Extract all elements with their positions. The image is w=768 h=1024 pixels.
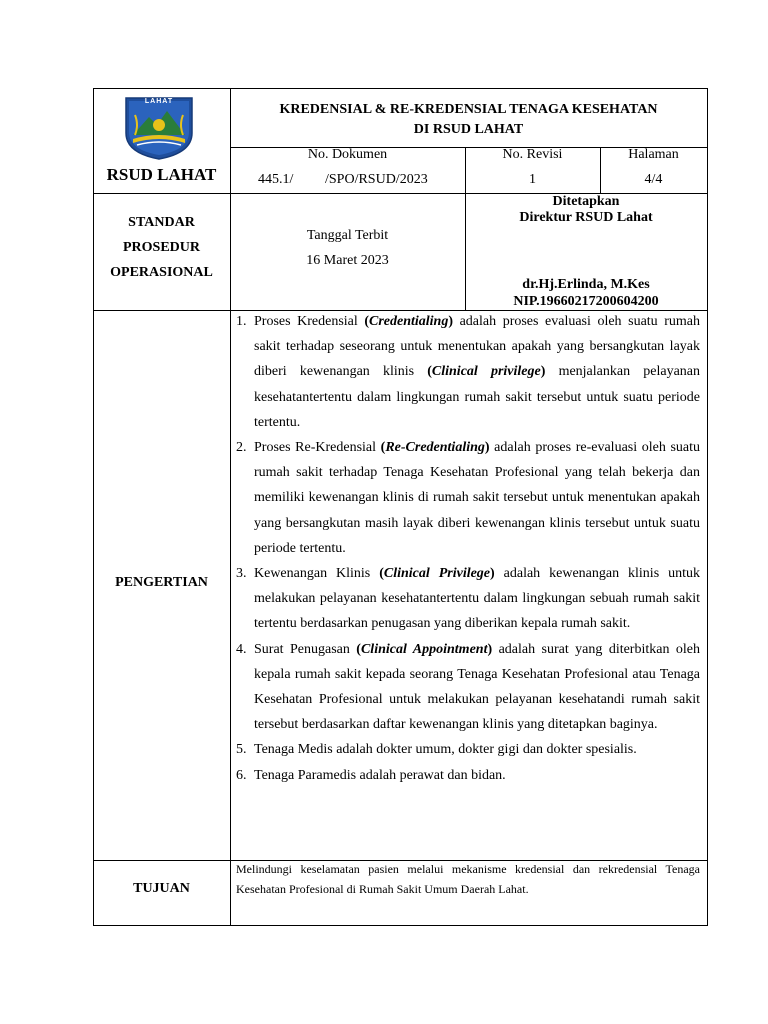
sop-label-line1: STANDAR — [128, 215, 195, 230]
list-item-text: Tenaga Medis adalah dokter umum, dokter gigi dan dokter spesialis. — [254, 742, 637, 758]
issue-date-value: 16 Maret 2023 — [306, 253, 389, 268]
approver-name: dr.Hj.Erlinda, M.Kes — [522, 277, 650, 292]
sop-label-line2: PROSEDUR — [122, 240, 200, 255]
list-item-text: Kewenangan Klinis — [254, 566, 380, 582]
revision-value: 1 — [529, 172, 536, 187]
list-item: 1. Proses Kredensial (Credentialing) adalah proses evaluasi oleh suatu rumah sakit terhadap seseorang untuk menentukan apakah yang bersangkutan layak diberi kewenangan klinis (Clinical privilege) menjalankan pelayanan kesehatantertentu dalam lingkungan rumah sakit tersebut untuk suatu periode tertentu. — [234, 309, 700, 435]
pengertian-list — [234, 309, 700, 788]
approved-label: Ditetapkan — [552, 194, 620, 209]
list-item: 4. Surat Penugasan (Clinical Appointment) adalah surat yang diterbitkan oleh kepala rumah sakit kepada seorang Tenaga Kesehatan Profesional atau Tenaga Kesehatan Profesional untuk melakukan pelayanan kesehatandi rumah sakit tersebut berdasarkan daftar kewenangan klinis yang ditetapkan baginya. — [234, 637, 700, 738]
sop-label-line3: OPERASIONAL — [110, 265, 213, 280]
page-label: Halaman — [628, 147, 679, 162]
list-item: 3. Kewenangan Klinis (Clinical Privilege) adalah kewenangan klinis untuk melakukan pelayanan kesehatantertentu dalam lingkungan sebuah rumah sakit tertentu berdasarkan penugasan yang diberikan kepala rumah sakit. — [234, 561, 700, 637]
list-item — [234, 763, 700, 788]
list-item-text: Tenaga Paramedis adalah perawat dan bidan. — [254, 767, 506, 783]
list-item-number: 5. — [236, 742, 247, 758]
list-item: 2. Proses Re-Kredensial (Re-Credentialing) adalah proses re-evaluasi oleh suatu rumah sakit terhadap Tenaga Kesehatan Profesional yang telah bekerja dan memiliki kewenangan klinis di rumah sakit tersebut untuk menentukan apakah yang bersangkutan masih layak diberi kewenangan klinis tersebut untuk suatu periode tertentu. — [234, 435, 700, 561]
list-item-number: 3. — [236, 566, 247, 582]
table-border-top — [93, 88, 708, 89]
list-item-text: Surat Penugasan — [254, 641, 357, 657]
logo-text: LAHAT — [144, 98, 174, 105]
tujuan-label: TUJUAN — [133, 881, 190, 896]
approver-nip: NIP.19660217200604200 — [513, 294, 659, 309]
doc-number-label: No. Dokumen — [307, 147, 388, 162]
revision-label: No. Revisi — [502, 147, 563, 162]
list-item-text: menjalankan pelayanan kesehatantertentu dalam lingkungan rumah sakit tersebut untuk suatu periode tertentu. — [254, 364, 700, 430]
list-item-text: Proses Kredensial — [254, 314, 365, 329]
tujuan-text: Melindungi keselamatan pasien melalui mekanisme kredensial dan rekredensial Tenaga Kesehatan Profesional di Rumah Sakit Umum Daerah Lahat. — [236, 862, 700, 896]
list-item-text: adalah surat yang diterbitkan oleh kepala rumah sakit kepada seorang Tenaga Kesehatan Profesional atau Tenaga Kesehatan Profesional untuk melakukan pelayanan kesehatandi rumah sakit tersebut berdasarkan daftar kewenangan klinis yang ditetapkan baginya. — [254, 641, 700, 733]
table-border-right — [707, 88, 708, 926]
doc-number-part1: 445.1/ — [258, 172, 294, 187]
list-item-number: 6. — [236, 767, 247, 783]
list-item-number: 1. — [236, 314, 247, 329]
page-value: 4/4 — [644, 172, 663, 187]
approver-title: Direktur RSUD Lahat — [519, 210, 653, 225]
hospital-name: RSUD LAHAT — [106, 165, 217, 184]
issue-date-label: Tanggal Terbit — [306, 228, 389, 243]
table-border-bottom — [93, 925, 708, 926]
list-item-term: Clinical Appointment — [360, 641, 488, 657]
doc-number-part2: /SPO/RSUD/2023 — [325, 172, 428, 187]
table-divider-col1 — [230, 88, 231, 926]
list-item-text: adalah proses re-evaluasi oleh suatu rumah sakit terhadap Tenaga Kesehatan Profesional yang telah bekerja dan memiliki kewenangan klinis di rumah sakit tersebut untuk menentukan apakah yang bersangkutan masih layak diberi kewenangan klinis tersebut untuk suatu periode tertentu. — [254, 440, 700, 556]
list-item-term: Re-Credentialing — [385, 440, 485, 456]
list-item-text: Proses Re-Kredensial — [254, 440, 381, 456]
list-item-term: Credentialing — [369, 314, 449, 329]
list-item-number: 4. — [236, 641, 247, 657]
list-item — [234, 737, 700, 762]
document-title-line2: DI RSUD LAHAT — [413, 122, 524, 137]
document-title-line1: KREDENSIAL & RE-KREDENSIAL TENAGA KESEHATAN — [279, 102, 658, 117]
list-item-number: 2. — [236, 440, 247, 456]
list-item-text: adalah kewenangan klinis untuk melakukan pelayanan kesehatantertentu dalam lingkungan sebuah rumah sakit tertentu berdasarkan penugasan yang diberikan kepala rumah sakit. — [254, 566, 700, 632]
pengertian-label: PENGERTIAN — [115, 575, 208, 590]
list-item-term: Clinical Privilege — [383, 566, 491, 582]
list-item-text: adalah proses evaluasi oleh suatu rumah sakit terhadap seseorang untuk menentukan apakah yang bersangkutan layak diberi kewenangan klinis — [254, 314, 700, 380]
table-border-left — [93, 88, 94, 926]
hospital-logo — [123, 95, 195, 161]
list-item-term: Clinical privilege — [431, 364, 541, 380]
